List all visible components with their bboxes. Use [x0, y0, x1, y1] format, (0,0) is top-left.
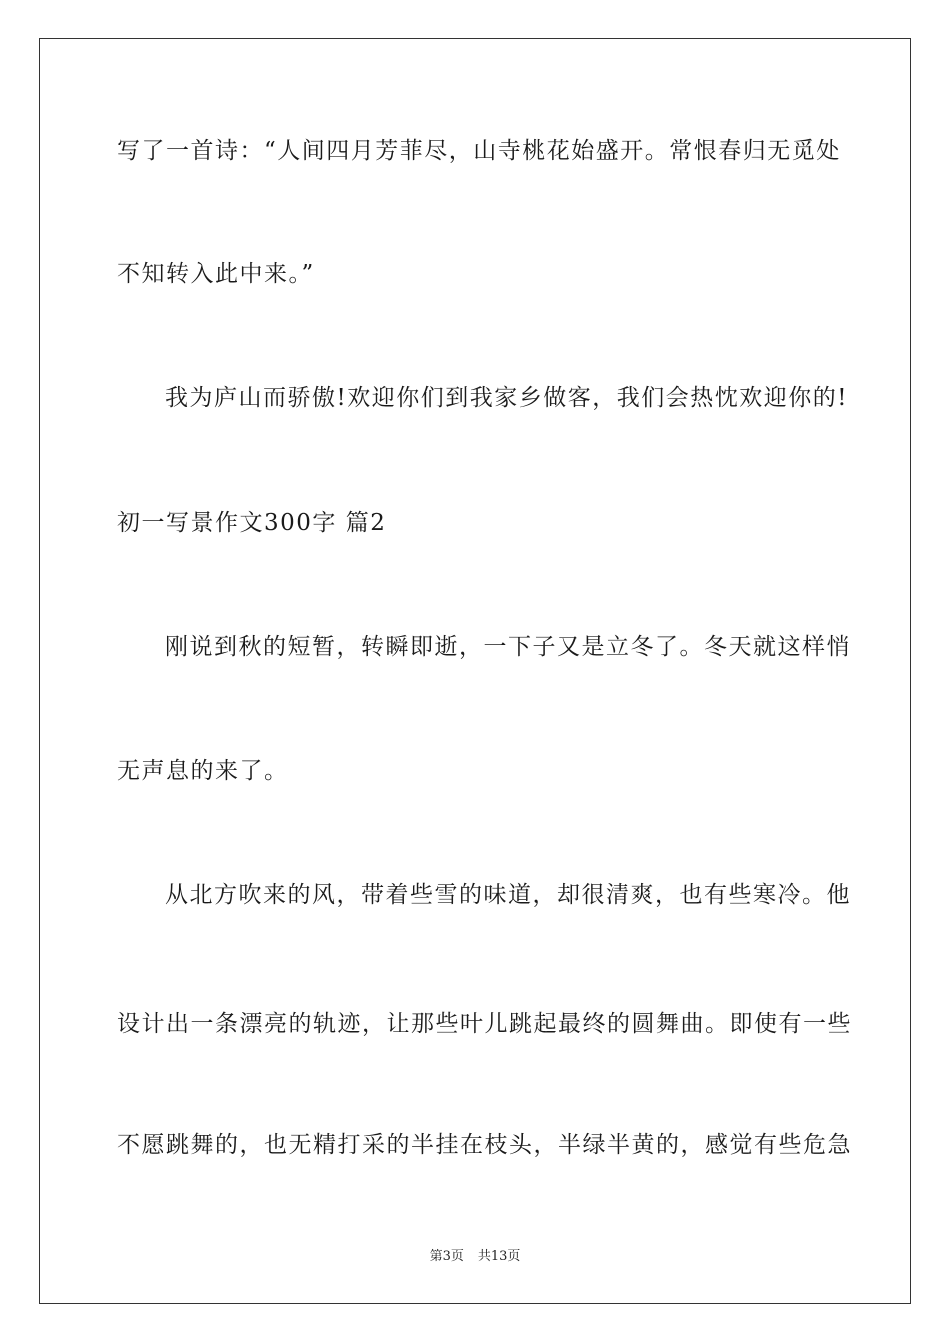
section-heading: 初一写景作文300字 篇2 — [117, 510, 387, 536]
text-line-7: 从北方吹来的风，带着些雪的味道，却很清爽，也有些寒冷。他 — [165, 882, 851, 908]
page-number: 第3页 — [429, 1249, 464, 1264]
text-line-1: 写了一首诗：“人间四月芳菲尽，山寺桃花始盛开。常恨春归无觅处 — [117, 138, 841, 164]
text-line-2: 不知转入此中来。” — [117, 261, 315, 287]
text-line-5: 刚说到秋的短暂，转瞬即逝，一下子又是立冬了。冬天就这样悄 — [165, 634, 851, 660]
page-total: 共13页 — [477, 1249, 521, 1264]
page-footer — [0, 1248, 950, 1266]
text-line-9: 不愿跳舞的，也无精打采的半挂在枝头，半绿半黄的，感觉有些危急 — [117, 1132, 852, 1158]
text-line-3: 我为庐山而骄傲!欢迎你们到我家乡做客，我们会热忱欢迎你的! — [165, 385, 848, 411]
page-border — [39, 38, 911, 1304]
text-line-8: 设计出一条漂亮的轨迹，让那些叶儿跳起最终的圆舞曲。即使有一些 — [117, 1011, 852, 1037]
text-line-6: 无声息的来了。 — [117, 758, 289, 784]
